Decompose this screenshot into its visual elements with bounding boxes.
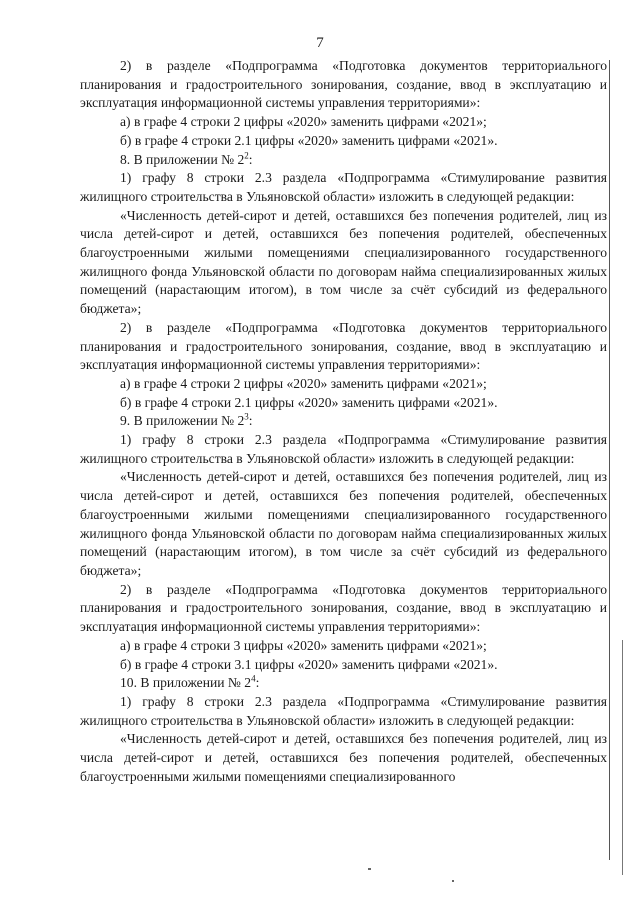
- paragraph: [80, 151, 607, 170]
- paragraph-text: б) в графе 4 строки 2.1 цифры «2020» заменить цифрами «2021».: [120, 132, 498, 148]
- scan-margin-line: [609, 60, 610, 860]
- scan-speck: [368, 868, 371, 870]
- paragraph-text: «Численность детей-сирот и детей, оставшихся без попечения родителей, лиц из числа детей-сирот и детей, оставшихся без попечения родителей, обеспеченных благоустроенными жилыми помещениями специализированного государственного жилищного фонда Ульяновской области по договорам найма специализированных жилых помещений (нарастающим итогом), в том числе за счёт субсидий из федерального бюджета»;: [80, 469, 607, 578]
- paragraph: [80, 468, 607, 580]
- document-body: [80, 57, 607, 786]
- paragraph: [80, 581, 607, 637]
- scan-speck: [452, 880, 454, 882]
- paragraph: [80, 730, 607, 786]
- paragraph-text: 8. В приложении № 2: [120, 151, 245, 167]
- paragraph-text: б) в графе 4 строки 2.1 цифры «2020» заменить цифрами «2021».: [120, 394, 498, 410]
- paragraph-text: 2) в разделе «Подпрограмма «Подготовка документов территориального планирования и градостроительного зонирования, создание, ввод в эксплуатацию и эксплуатация информационной системы управления территориями»:: [80, 58, 607, 111]
- paragraph: [80, 57, 607, 113]
- paragraph-text: б) в графе 4 строки 3.1 цифры «2020» заменить цифрами «2021».: [120, 656, 498, 672]
- paragraph-text: а) в графе 4 строки 2 цифры «2020» заменить цифрами «2021»;: [120, 114, 487, 130]
- paragraph-tail: :: [248, 413, 253, 429]
- paragraph-text: «Численность детей-сирот и детей, оставшихся без попечения родителей, лиц из числа детей-сирот и детей, оставшихся без попечения родителей, обеспеченных благоустроенными жилыми помещениями специализированного государственного жилищного фонда Ульяновской области по договорам найма специализированных жилых помещений (нарастающим итогом), в том числе за счёт субсидий из федерального бюджета»;: [80, 207, 607, 317]
- paragraph: [80, 637, 607, 656]
- paragraph-tail: :: [255, 675, 260, 691]
- paragraph-text: 1) графу 8 строки 2.3 раздела «Подпрограмма «Стимулирование развития жилищного строительства в Ульяновской области» изложить в следующей редакции:: [80, 432, 607, 466]
- paragraph: [80, 693, 607, 730]
- paragraph-tail: :: [248, 151, 253, 167]
- page-number: 7: [316, 35, 324, 51]
- paragraph: [80, 207, 607, 319]
- paragraph-text: «Численность детей-сирот и детей, оставшихся без попечения родителей, лиц из числа детей-сирот и детей, оставшихся без попечения родителей, обеспеченных благоустроенными жилыми помещениями специализированного: [80, 731, 607, 784]
- paragraph: [80, 674, 607, 693]
- paragraph-text: 2) в разделе «Подпрограмма «Подготовка документов территориального планирования и градостроительного зонирования, создание, ввод в эксплуатацию и эксплуатация информационной системы управления территориями»:: [80, 319, 607, 373]
- scan-margin-line-secondary: [622, 640, 623, 875]
- superscript: 2: [244, 149, 249, 160]
- superscript: 4: [251, 673, 256, 684]
- paragraph-text: а) в графе 4 строки 3 цифры «2020» заменить цифрами «2021»;: [120, 637, 487, 653]
- paragraph: [80, 169, 607, 206]
- paragraph: [80, 394, 607, 413]
- paragraph-text: 10. В приложении № 2: [120, 675, 252, 691]
- paragraph: [80, 113, 607, 132]
- paragraph: [80, 132, 607, 151]
- paragraph-text: 1) графу 8 строки 2.3 раздела «Подпрограмма «Стимулирование развития жилищного строительства в Ульяновской области» изложить в следующей редакции:: [80, 693, 607, 728]
- superscript: 3: [244, 411, 249, 422]
- paragraph: [80, 656, 607, 675]
- paragraph: [80, 375, 607, 394]
- paragraph-text: а) в графе 4 строки 2 цифры «2020» заменить цифрами «2021»;: [120, 375, 487, 391]
- paragraph: [80, 412, 607, 431]
- paragraph-text: 1) графу 8 строки 2.3 раздела «Подпрограмма «Стимулирование развития жилищного строительства в Ульяновской области» изложить в следующей редакции:: [80, 170, 607, 204]
- paragraph-text: 9. В приложении № 2: [120, 413, 245, 429]
- paragraph-text: 2) в разделе «Подпрограмма «Подготовка документов территориального планирования и градостроительного зонирования, создание, ввод в эксплуатацию и эксплуатация информационной системы управления территориями»:: [80, 581, 607, 635]
- paragraph: [80, 319, 607, 375]
- paragraph: [80, 431, 607, 468]
